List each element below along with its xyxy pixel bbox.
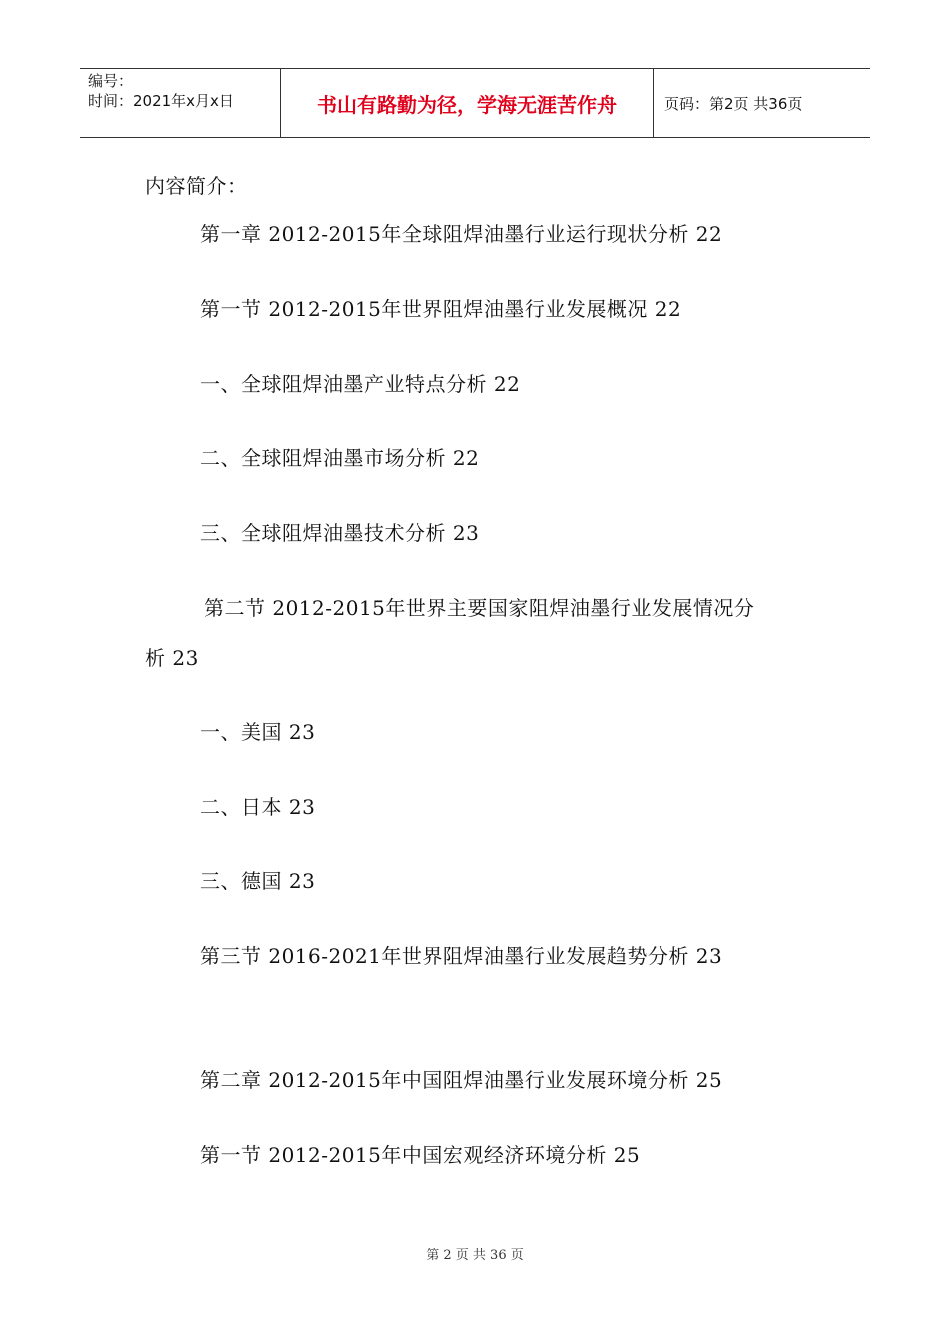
toc-line: 三、全球阻焊油墨技术分析 23 <box>200 521 480 545</box>
header-meta <box>80 69 281 137</box>
header-page-info: 页码：第2页 共36页 <box>664 94 803 113</box>
toc-line: 二、全球阻焊油墨市场分析 22 <box>200 446 480 470</box>
toc-line: 一、全球阻焊油墨产业特点分析 22 <box>200 372 521 396</box>
date-label: 时间：2021年x月x日 <box>88 92 234 110</box>
toc-line: 第二章 2012-2015年中国阻焊油墨行业发展环境分析 25 <box>200 1068 723 1092</box>
toc-line: 第二节 2012-2015年世界主要国家阻焊油墨行业发展情况分 <box>204 596 755 620</box>
toc-line: 三、德国 23 <box>200 869 316 893</box>
toc-line: 第一节 2012-2015年世界阻焊油墨行业发展概况 22 <box>200 297 682 321</box>
toc-line: 第三节 2016-2021年世界阻焊油墨行业发展趋势分析 23 <box>200 944 723 968</box>
toc-line: 第一章 2012-2015年全球阻焊油墨行业运行现状分析 22 <box>200 222 723 246</box>
header-table <box>80 68 870 138</box>
toc-line: 析 23 <box>145 646 199 670</box>
number-label: 编号： <box>88 72 134 90</box>
intro-heading: 内容简介： <box>145 174 248 198</box>
page-footer: 第 2 页 共 36 页 <box>426 1248 524 1263</box>
motto-text: 书山有路勤为径，学海无涯苦作舟 <box>317 92 617 117</box>
toc-line: 二、日本 23 <box>200 795 316 819</box>
header-motto <box>281 69 654 137</box>
toc-line: 一、美国 23 <box>200 720 316 744</box>
toc-line: 第一节 2012-2015年中国宏观经济环境分析 25 <box>200 1143 641 1167</box>
